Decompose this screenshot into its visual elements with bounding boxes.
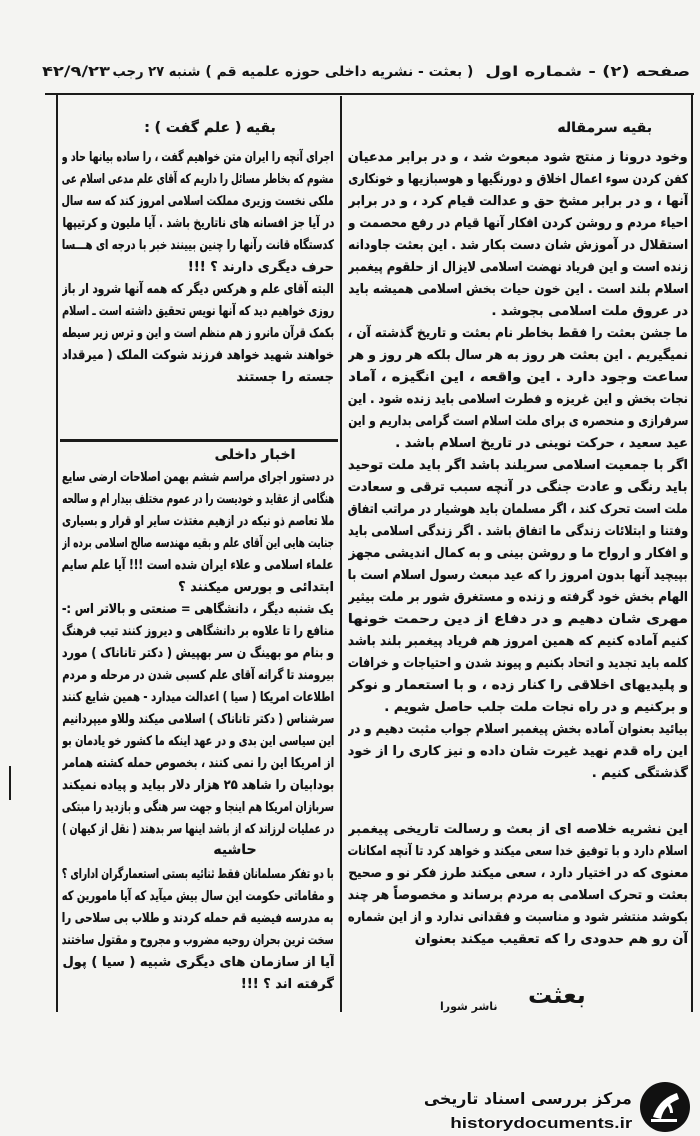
text-line-content: منافع را تا علاوه بر دانشگاهی و دیروز کنند تیب فرهنگ bbox=[62, 624, 334, 639]
alam-section bbox=[62, 147, 334, 389]
issue-day bbox=[112, 61, 200, 83]
text-line bbox=[348, 609, 688, 631]
text-line-content: سخت ترین بحران روحیه مضروب و مجروح و مقتول ساختند bbox=[62, 933, 334, 948]
text-line bbox=[62, 886, 334, 908]
editorial-paragraph-2 bbox=[348, 819, 688, 951]
text-line-content: ملا تعاصم ذو نیکه در ازهیم مغتذت سایر او قرار و بسیاری bbox=[62, 514, 334, 529]
text-line bbox=[62, 819, 334, 841]
text-line-content: اسلام بلند است . این خون حیات بخش اسلامی همیشه باید bbox=[348, 282, 688, 297]
margin-note-section bbox=[62, 864, 334, 996]
watermark-url bbox=[450, 1113, 632, 1135]
text-line bbox=[348, 863, 688, 885]
text-line bbox=[62, 169, 334, 191]
text-line bbox=[348, 587, 688, 609]
text-line-content: عید سعید ، حرکت نوینی در تاریخ اسلام باشد . bbox=[395, 436, 688, 451]
editorial-heading: بقیه سرمقاله bbox=[557, 120, 652, 136]
text-line-content: الهام بخش خود گرفته و زنده و مستغرق شور بر ملت بیثیر bbox=[348, 590, 688, 605]
text-line-content: هنگامی از عقاید و خودیست را در عموم مختلف بیدار ام و سالحه bbox=[62, 492, 334, 507]
text-line bbox=[62, 908, 334, 930]
text-line-content: نجات بخش و این غریزه و فطرت اسلامی باید زنده شود . این bbox=[348, 392, 688, 407]
text-line bbox=[62, 753, 334, 775]
text-line bbox=[62, 213, 334, 235]
text-line bbox=[348, 763, 688, 785]
text-line-content: روزی خواهیم دید که آنها نویس تحقیق داشته است ـ اسلام bbox=[62, 304, 334, 319]
text-line bbox=[348, 697, 688, 719]
text-line-content: و افکار و ارواح ما و روشن بینی و به کمال اندیشی مجهز bbox=[348, 546, 688, 561]
text-line-content: در دستور اجرای مراسم ششم بهمن اصلاحات ارضی سایع bbox=[62, 470, 334, 485]
text-line-content: باید رنگی و عادت جنگی در آنچه سبب ترقی و سعادت bbox=[348, 480, 688, 495]
text-line-content: بکوشد منتشر شود و مناسبت و فقدانی ندارد و از این شماره bbox=[348, 910, 688, 925]
text-line bbox=[348, 819, 688, 841]
text-line bbox=[348, 191, 688, 213]
watermark-name bbox=[424, 1087, 632, 1111]
issue-day-text: شنبه ۲۷ رجب bbox=[112, 64, 200, 80]
text-line-content: کفن کردن سوء اعمال اخلاق و دورنگیها و هوسبازیها و خونکاری bbox=[348, 172, 688, 187]
text-line-content: سربازان امریکا هم اینجا و جهت سر هنگی و بازدید را مبتکی bbox=[62, 800, 334, 815]
issue-date-text: ۴۲/۹/۲۳ bbox=[42, 64, 110, 80]
text-line-content: نمیگیریم . این بعثت هر روز به هر سال بلکه هر روز و هر bbox=[348, 348, 688, 363]
text-line bbox=[348, 257, 688, 279]
text-line-content: جسته را جستند bbox=[236, 370, 334, 385]
text-line bbox=[348, 929, 688, 951]
text-line-content: اجرای آنچه را ایران متن خواهیم گفت ، را ساده بیانها حاد و bbox=[62, 150, 334, 165]
watermark-url-text: historydocuments.ir bbox=[450, 1115, 632, 1132]
text-line bbox=[348, 499, 688, 521]
text-line-content: آیا از سازمان های دیگری شبیه ( سیا ) پول bbox=[62, 955, 334, 970]
text-line bbox=[62, 191, 334, 213]
text-line-content: در عروق ملت اسلامی بجوشد . bbox=[491, 304, 688, 319]
text-line-content: آن رو هم حدودی را که تعقیب میکند بعنوان bbox=[414, 932, 688, 947]
text-line-content: وفتنا و ابتلائات زندگی ما اتفاق باشد . اگر زندگی اسلامی باید bbox=[348, 524, 688, 539]
text-line-content: احیاء مردم و روشن کردن افکار آنها قیام در رفع محصمت و bbox=[348, 216, 688, 231]
text-line bbox=[348, 543, 688, 565]
text-line-content: ملکی نخست وزیری مملکت اسلامی امروز کند که سه سال bbox=[62, 194, 334, 209]
text-line bbox=[348, 741, 688, 763]
text-line bbox=[348, 389, 688, 411]
text-line-content: به مدرسه فیضیه قم حمله کردند و طلاب بی سلاحی را bbox=[62, 911, 334, 926]
text-line-content: خواهند شهید خواهد فرزند شوکت الملک ( میرقداد bbox=[62, 348, 334, 363]
text-line bbox=[62, 301, 334, 323]
text-line-content: حرف دیگری دارند ؟ !!! bbox=[187, 260, 334, 275]
watermark-name-text: مرکز بررسی اسناد تاریخی bbox=[424, 1089, 632, 1108]
text-line-content: اگر با جمعیت اسلامی سربلند باشد اگر باید ملت توحید bbox=[348, 458, 688, 473]
text-line bbox=[348, 411, 688, 433]
text-line-content: بودابیان را شاهد ۲۵ هزار دلار بیاید و پیاده نمیکند bbox=[62, 778, 334, 793]
editorial-paragraph-1 bbox=[348, 147, 688, 785]
text-line bbox=[348, 235, 688, 257]
text-line bbox=[62, 367, 334, 389]
text-line bbox=[62, 974, 334, 996]
text-line-content: این سیاسی این بدی و در عهد اینکه ما کشور خو یادمان بو bbox=[62, 734, 334, 749]
text-line bbox=[62, 709, 334, 731]
text-line bbox=[62, 257, 334, 279]
margin-note-heading: حاشیه bbox=[213, 842, 257, 858]
text-line bbox=[348, 147, 688, 169]
text-line bbox=[348, 345, 688, 367]
text-line-content: کلمه باید تجدید و اتحاد بکنیم و پیوند شدن و احتیاجات و خرافات bbox=[348, 656, 688, 671]
text-line-content: کنیم آماده کنیم که همین امروز هم فریاد پیغمبر بلند باشد bbox=[348, 634, 688, 649]
text-line-content: کدستگاه قانت رآنها را چنین بیینند خبر با درجه ای هـــسا bbox=[62, 238, 334, 253]
text-line-content: و بنام مو بهینگ ن سر بهپیش ( دکتر تاناناک ) مورد bbox=[62, 646, 334, 661]
archive-logo-icon bbox=[638, 1080, 692, 1134]
text-line bbox=[62, 952, 334, 974]
text-line-content: بعثت و تحرک اسلامی به مردم برساند و مخصوصاً هر چند bbox=[348, 888, 688, 903]
text-line bbox=[348, 477, 688, 499]
text-line-content: ما جشن بعثت را فقط بخاطر نام بعثت و تاریخ گذشته آن ، bbox=[348, 326, 688, 341]
text-line bbox=[62, 930, 334, 952]
text-line bbox=[62, 279, 334, 301]
text-line bbox=[62, 577, 334, 599]
right-border bbox=[691, 94, 693, 1012]
section-divider bbox=[60, 439, 338, 442]
text-line-content: و پلیدیهای اخلاقی را کنار زده ، و با استعمار و نوکر bbox=[348, 678, 688, 693]
text-line bbox=[348, 907, 688, 929]
text-line bbox=[348, 367, 688, 389]
text-line-content: گذشتگی کنیم . bbox=[591, 766, 688, 781]
text-line-content: استقلال در آموزش شان دست بکار شد . این بعثت جاودانه bbox=[348, 238, 688, 253]
column-divider bbox=[340, 96, 342, 1012]
publication-title bbox=[205, 61, 473, 83]
left-border bbox=[56, 94, 58, 1012]
text-line bbox=[348, 565, 688, 587]
signature-note: ناشر شورا bbox=[440, 1000, 498, 1013]
signature: بعثت bbox=[528, 981, 586, 1009]
issue-date bbox=[42, 61, 110, 83]
text-line bbox=[348, 841, 688, 863]
text-line-content: بیائید بعنوان آماده بخش پیغمبر اسلام جواب مثبت دهیم و در bbox=[348, 722, 688, 737]
text-line-content: از امریکا این را نمی کنند ، بخصوص حمله کشته همامر bbox=[62, 756, 334, 771]
page-issue-text: صفحه (۲) - شماره اول bbox=[485, 64, 690, 80]
text-line bbox=[62, 775, 334, 797]
text-line-content: با دو تفکر مسلمانان فقط ثنائیه بستی استعمارگران ادارای ؟ bbox=[62, 867, 334, 882]
text-line bbox=[62, 533, 334, 555]
text-line bbox=[62, 687, 334, 709]
text-line-content: در آیا جز افسانه های ناتاریخ باشد . آیا ملیون و کرتیپها bbox=[62, 216, 334, 231]
text-line bbox=[62, 621, 334, 643]
text-line bbox=[348, 653, 688, 675]
text-line bbox=[62, 147, 334, 169]
text-line-content: معنوی که در اختیار دارد ، سعی میکند طرز فکر نو و صحیح bbox=[348, 866, 688, 881]
text-line bbox=[62, 555, 334, 577]
text-line-content: علماء اسلامی و علاء ایران شده است !!! آیا علم سایم bbox=[62, 558, 334, 573]
news-heading: اخبار داخلی bbox=[214, 447, 296, 463]
text-line-content: سرفرازی و منحصره ی برای ملت اسلام است گرامی بداریم و این bbox=[348, 414, 688, 429]
text-line bbox=[348, 719, 688, 741]
text-line-content: وخود درونا ز منتج شود مبعوث شد ، و در برابر مدعیان bbox=[348, 150, 688, 165]
text-line bbox=[62, 345, 334, 367]
alam-heading: بقیه ( علم گفت ) : bbox=[144, 120, 276, 136]
text-line-content: سرشناس ( دکتر تاناناک ) اسلامی میکند وللاو میپردانیم bbox=[62, 712, 334, 727]
text-line-content: بیرومند تا گرانه آقای علم کسبی شدن در مرحله و مردم bbox=[62, 668, 334, 683]
text-line-content: گرفته اند ؟ !!! bbox=[240, 977, 334, 992]
text-line bbox=[348, 279, 688, 301]
text-line-content: ابتدائی و بورس میکنند ؟ bbox=[178, 580, 334, 595]
text-line-content: بکمک قرآن مانرو ز هم منظم است و این و ترس زیر سیطه bbox=[62, 326, 334, 341]
text-line-content: ساعت وجود دارد . این واقعه ، این انگیزه ، آماد bbox=[348, 370, 688, 385]
text-line-content: بپیچید آنها بدون امروز را که عید مبعث رسول اسلام است با bbox=[348, 568, 688, 583]
text-line bbox=[348, 301, 688, 323]
text-line-content: یک شنبه دیگر ، دانشگاهی = صنعتی و بالاتر اس :- bbox=[62, 602, 334, 617]
text-line bbox=[62, 864, 334, 886]
text-line bbox=[348, 521, 688, 543]
text-line bbox=[348, 169, 688, 191]
text-line bbox=[62, 731, 334, 753]
text-line-content: و برکنیم و در راه نجات ملت جلب حاصل شویم . bbox=[384, 700, 688, 715]
text-line-content: مشوم که بخاطر مسائل را داریم که آقای علم مدعی اسلام عی bbox=[62, 172, 334, 187]
text-line bbox=[62, 511, 334, 533]
text-line bbox=[62, 467, 334, 489]
text-line-content: جنایت هایی این آقای علم و بقیه مهندسه صالح اسلامی برده از bbox=[62, 536, 334, 551]
text-line bbox=[348, 323, 688, 345]
text-line bbox=[62, 235, 334, 257]
text-line-content: این راه قدم نهید غیرت شان داده و نیز کاری را از خود bbox=[348, 744, 688, 759]
text-line-content: مهری شان دهیم و در دفاع از دین رحمت خونها bbox=[348, 612, 688, 627]
text-line-content: این نشریه خلاصه ای از بعث و رسالت تاریخی پیغمبر bbox=[348, 822, 688, 837]
text-line bbox=[348, 433, 688, 455]
text-line bbox=[62, 323, 334, 345]
publication-title-text: ( بعثت - نشریه داخلی حوزه علمیه قم ) bbox=[205, 64, 473, 80]
text-line bbox=[62, 599, 334, 621]
text-line bbox=[348, 213, 688, 235]
margin-mark bbox=[9, 766, 11, 800]
text-line-content: در عملیات لرزاند که از باشد اینها سر بدهند ( نقل از کیهان ) bbox=[62, 822, 334, 837]
text-line bbox=[62, 489, 334, 511]
text-line bbox=[348, 885, 688, 907]
text-line bbox=[62, 643, 334, 665]
text-line bbox=[62, 665, 334, 687]
text-line bbox=[348, 631, 688, 653]
text-line-content: اسلام دارد و با توفیق خدا سعی میکند و خواهد کرد تا آنچه امکانات bbox=[348, 844, 688, 859]
text-line bbox=[62, 797, 334, 819]
text-line bbox=[348, 455, 688, 477]
text-line-content: زنده است و این فریاد نهضت اسلامی لایزال از حلقوم پیغمبر bbox=[348, 260, 688, 275]
news-section bbox=[62, 467, 334, 841]
text-line-content: آنها ، و در برابر مشخ حق و عدالت قیام کرد ، و در برابر bbox=[348, 194, 688, 209]
text-line bbox=[348, 675, 688, 697]
text-line-content: اطلاعات امریکا ( سیا ) اعدالت میدارد - همین شایع کنند bbox=[62, 690, 334, 705]
page-issue-label bbox=[485, 61, 690, 83]
text-line-content: البته آقای علم و هرکس دیگر که همه آنها شرود ار باز bbox=[62, 282, 334, 297]
text-line-content: ملت است تحرک کند ، اگر مسلمان باید هوشیار در مراتب اتفاق bbox=[348, 502, 688, 517]
header-rule bbox=[45, 93, 694, 95]
text-line-content: و مقاماتی حکومت این سال بیش میآید که آیا مامورین که bbox=[62, 889, 334, 904]
